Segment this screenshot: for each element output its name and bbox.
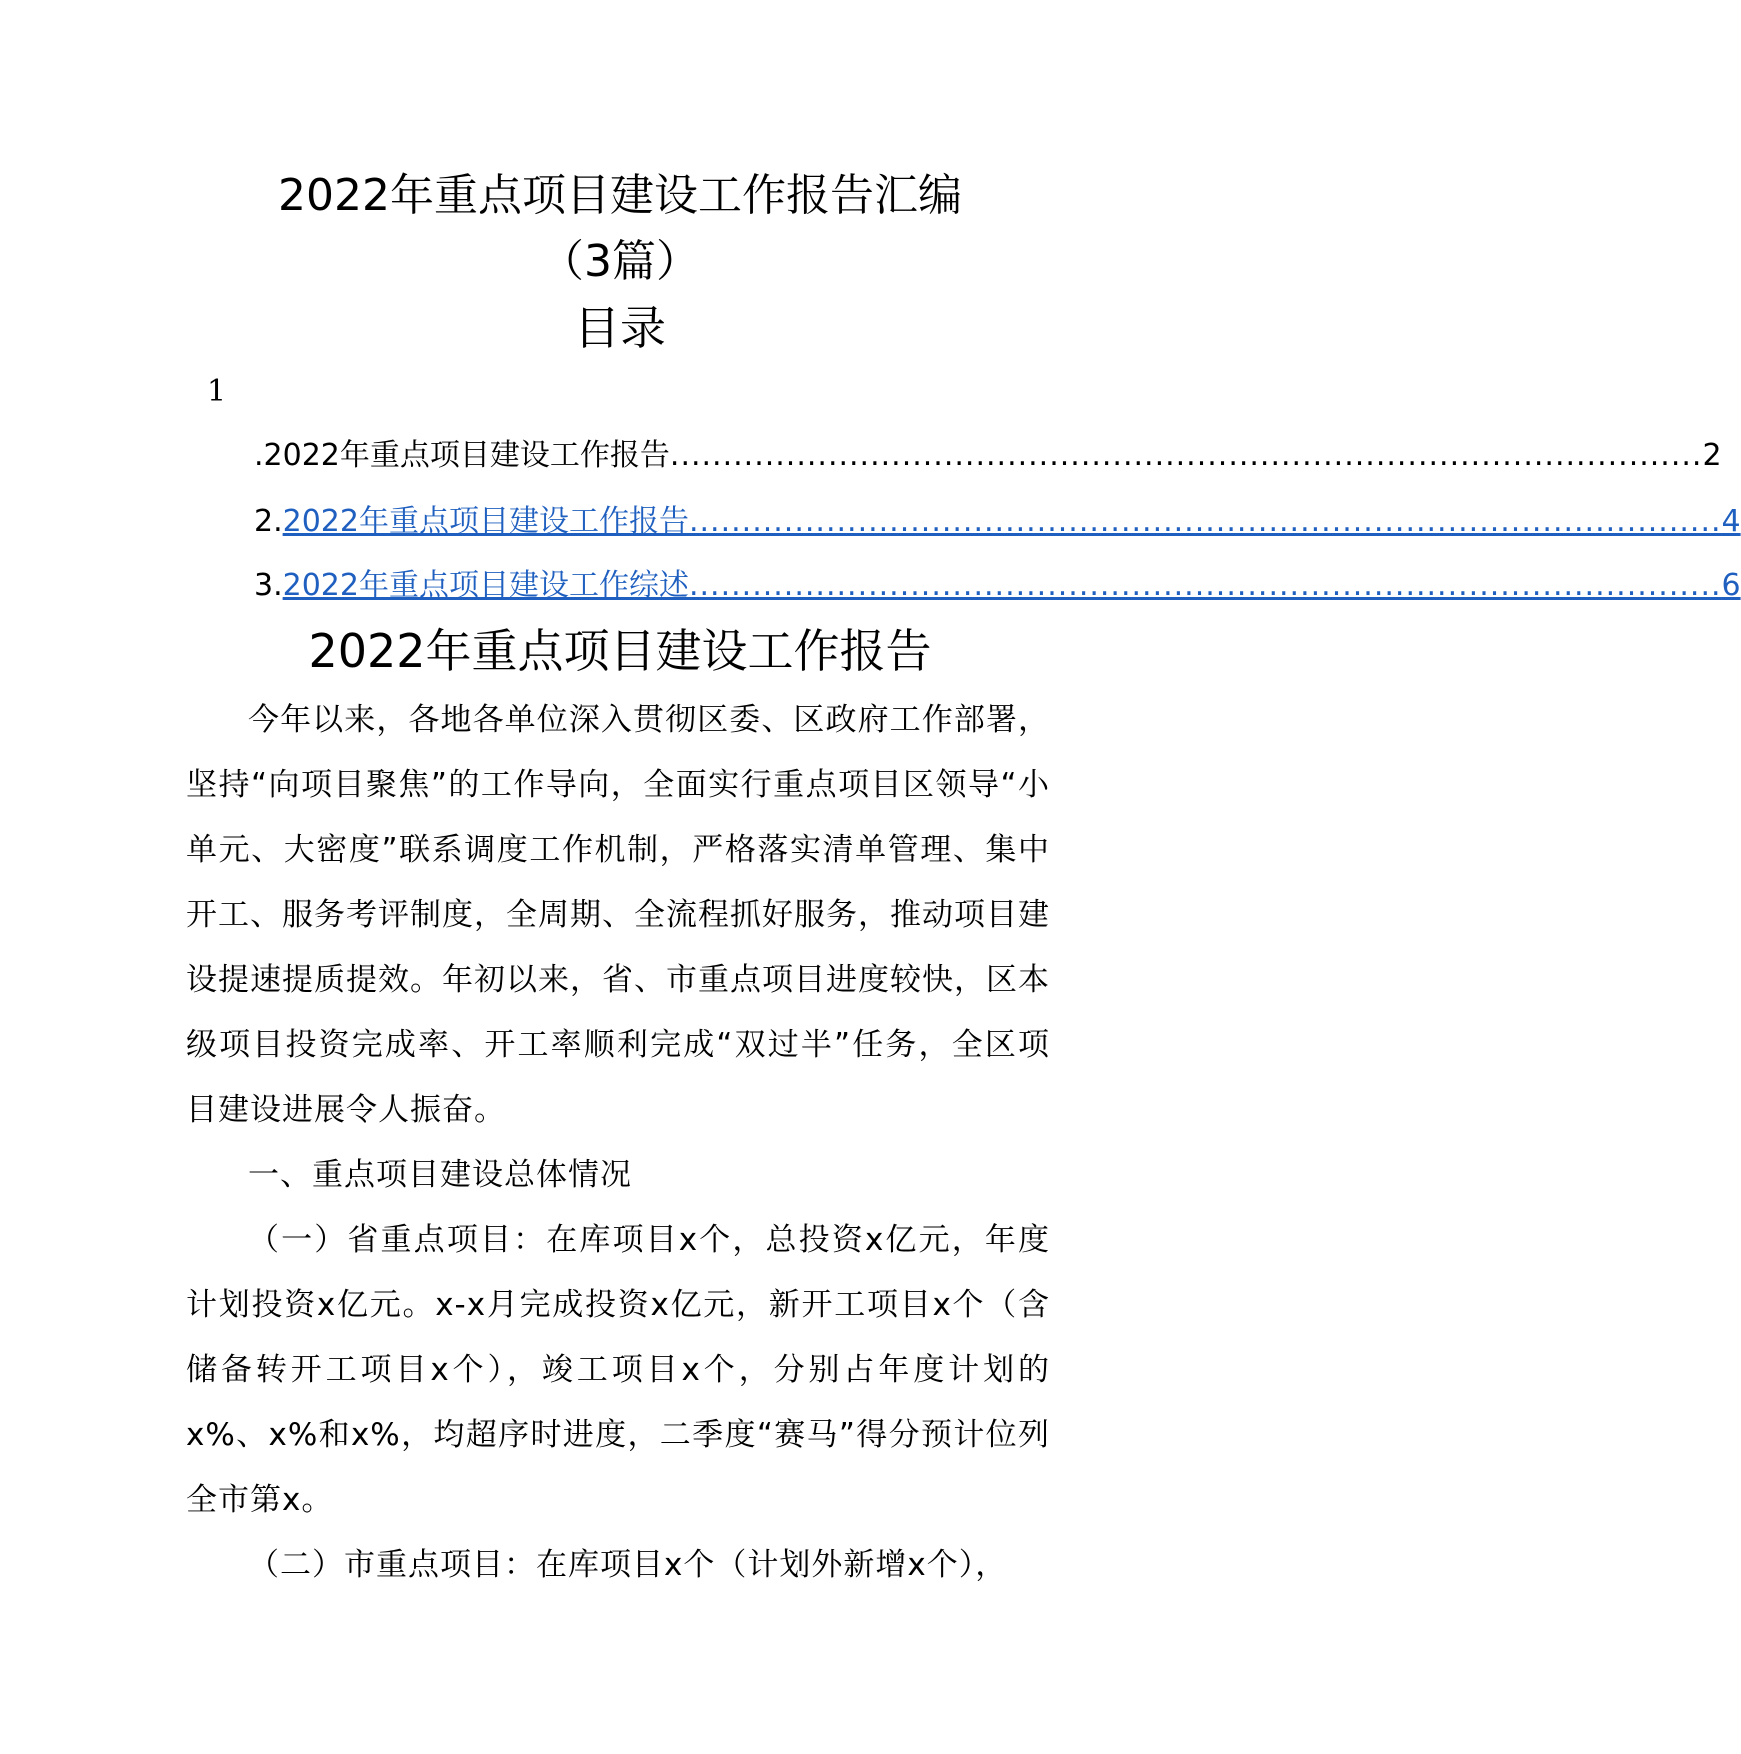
- toc-entry-text[interactable]: 2022年重点项目建设工作综述: [282, 568, 689, 603]
- toc-entry-link[interactable]: [282, 562, 1741, 610]
- paragraph-city-projects: （二）市重点项目：在库项目x个（计划外新增x个），: [248, 1547, 1008, 1583]
- document-subtitle-count: （3篇）: [540, 236, 700, 287]
- toc-entry-prefix: .: [254, 438, 264, 473]
- toc-entry-prefix: 3.: [254, 568, 283, 603]
- toc-entry-text: 2022年重点项目建设工作报告: [263, 438, 670, 473]
- toc-dot-leader[interactable]: ..................................................................................................: [688, 568, 1722, 603]
- toc-entry-page[interactable]: 6: [1721, 568, 1741, 603]
- toc-entry-link[interactable]: [282, 498, 1741, 546]
- toc-entry-text[interactable]: 2022年重点项目建设工作报告: [282, 504, 689, 539]
- toc-number-marker: 1: [207, 374, 227, 409]
- section-title: 2022年重点项目建设工作报告: [308, 624, 932, 678]
- document-title: 2022年重点项目建设工作报告汇编: [278, 170, 962, 221]
- toc-dot-leader: ..................................................................................................: [669, 438, 1703, 473]
- paragraph-heading-overview: 一、重点项目建设总体情况: [248, 1157, 632, 1193]
- toc-entry-page[interactable]: 4: [1721, 504, 1741, 539]
- body-text: [186, 688, 1050, 1598]
- toc-heading: 目录: [574, 301, 666, 355]
- toc-entry-prefix: 2.: [254, 504, 283, 539]
- paragraph-intro: 今年以来，各地各单位深入贯彻区委、区政府工作部署，坚持“向项目聚焦”的工作导向，全面实行重点项目区领导“小单元、大密度”联系调度工作机制，严格落实清单管理、集中开工、服务考评制度，全周期、全流程抓好服务，推动项目建设提速提质提效。年初以来，省、市重点项目进度较快，区本级项目投资完成率、开工率顺利完成“双过半”任务，全区项目建设进展令人振奋。: [186, 702, 1050, 1128]
- toc-entry-1: [254, 432, 1722, 480]
- toc-entry-link-area: [263, 432, 1722, 480]
- paragraph-provincial-projects: （一）省重点项目：在库项目x个，总投资x亿元，年度计划投资x亿元。x-x月完成投资x亿元，新开工项目x个（含储备转开工项目x个），竣工项目x个，分别占年度计划的x%、x%和x%，均超序时进度，二季度“赛马”得分预计位列全市第x。: [186, 1222, 1050, 1518]
- toc-entry-2[interactable]: [254, 498, 1741, 546]
- toc-dot-leader[interactable]: ..................................................................................................: [688, 504, 1722, 539]
- toc-entry-page: 2: [1702, 438, 1722, 473]
- toc-entry-3[interactable]: [254, 562, 1741, 610]
